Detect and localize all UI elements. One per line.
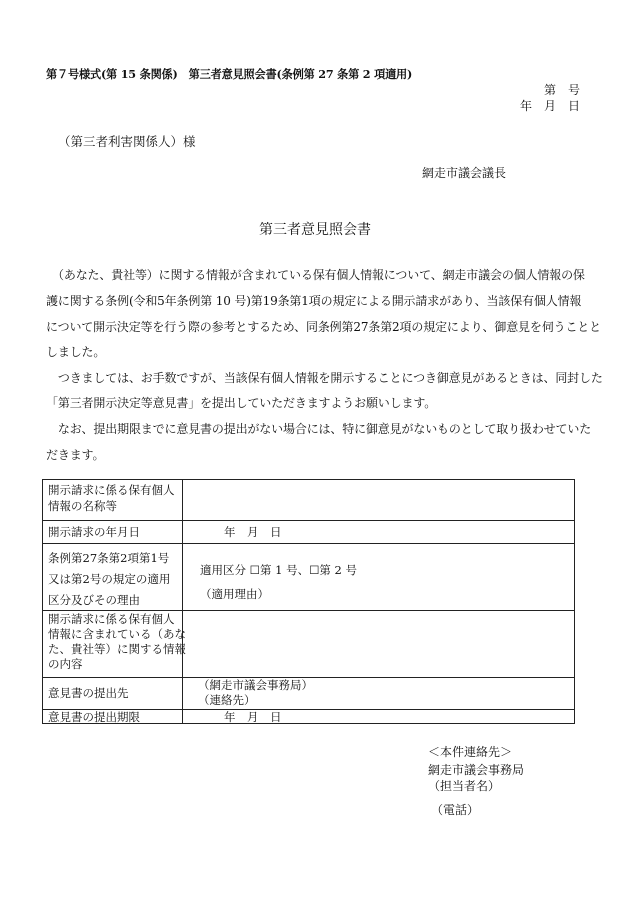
table-row-label: 開示請求に係る保有個人	[48, 612, 175, 626]
table-row-divider	[42, 543, 575, 544]
table-row-label: 意見書の提出期限	[48, 710, 140, 724]
table-row-label: 開示請求に係る保有個人	[48, 483, 175, 497]
table-row-label: の内容	[48, 657, 83, 671]
body-line: つきましては、お手数ですが、当該保有個人情報を開示することにつき御意見があるときは、同封した	[46, 371, 603, 385]
body-line: 護に関する条例(令和5年条例第 10 号)第19条第1項の規定による開示請求があり、当該保有個人情報	[46, 294, 582, 308]
body-line: なお、提出期限までに意見書の提出がない場合には、特に御意見がないものとして取り扱わせていた	[46, 422, 592, 436]
table-row-label: 情報に含まれている（あな	[48, 627, 186, 641]
body-line: しました。	[46, 345, 106, 359]
table-row-value: （連絡先）	[198, 693, 256, 707]
table-row-value: （適用理由）	[200, 587, 269, 601]
contact-person: （担当者名）	[428, 779, 501, 793]
recipient: （第三者利害関係人）様	[58, 134, 196, 149]
body-line: だきます。	[46, 448, 105, 462]
table-row-label: 条例第27条第2項第1号	[48, 551, 170, 565]
sender: 網走市議会議長	[422, 166, 507, 180]
table-row-value: 年 月 日	[224, 525, 282, 539]
document-title: 第三者意見照会書	[259, 222, 371, 238]
table-row-value: （網走市議会事務局）	[198, 678, 313, 692]
contact-heading: ＜本件連絡先＞	[428, 745, 513, 759]
table-row-label: 開示請求の年月日	[48, 525, 140, 539]
table-row-value: 年 月 日	[224, 710, 282, 724]
table-row-divider	[42, 520, 575, 521]
form-header: 第７号様式(第 15 条関係) 第三者意見照会書(条例第 27 条第 2 項適用)	[46, 67, 413, 81]
table-column-divider	[182, 479, 183, 724]
table-row-label: 情報の名称等	[48, 499, 117, 513]
body-line: 「第三者開示決定等意見書」を提出していただきますようお願いします。	[46, 396, 437, 410]
document-number: 第 号	[543, 83, 580, 97]
table-row-label: た、貴社等）に関する情報	[48, 642, 186, 656]
body-line: について開示決定等を行う際の参考とするため、同条例第27条第2項の規定により、御意見を伺うことと	[46, 320, 601, 334]
document-date: 年 月 日	[519, 99, 580, 113]
contact-phone: （電話）	[431, 803, 480, 817]
body-line: （あなた、貴社等）に関する情報が含まれている保有個人情報について、網走市議会の個人情報の保	[52, 268, 585, 282]
contact-office: 網走市議会事務局	[428, 763, 525, 777]
table-row-label: 意見書の提出先	[48, 686, 129, 700]
table-row-label: 区分及びその理由	[48, 593, 140, 607]
table-row-divider	[42, 610, 575, 611]
table-row-label: 又は第2号の規定の適用	[48, 572, 171, 586]
table-row-value: 適用区分 ☐第 1 号、☐第 2 号	[200, 563, 358, 577]
